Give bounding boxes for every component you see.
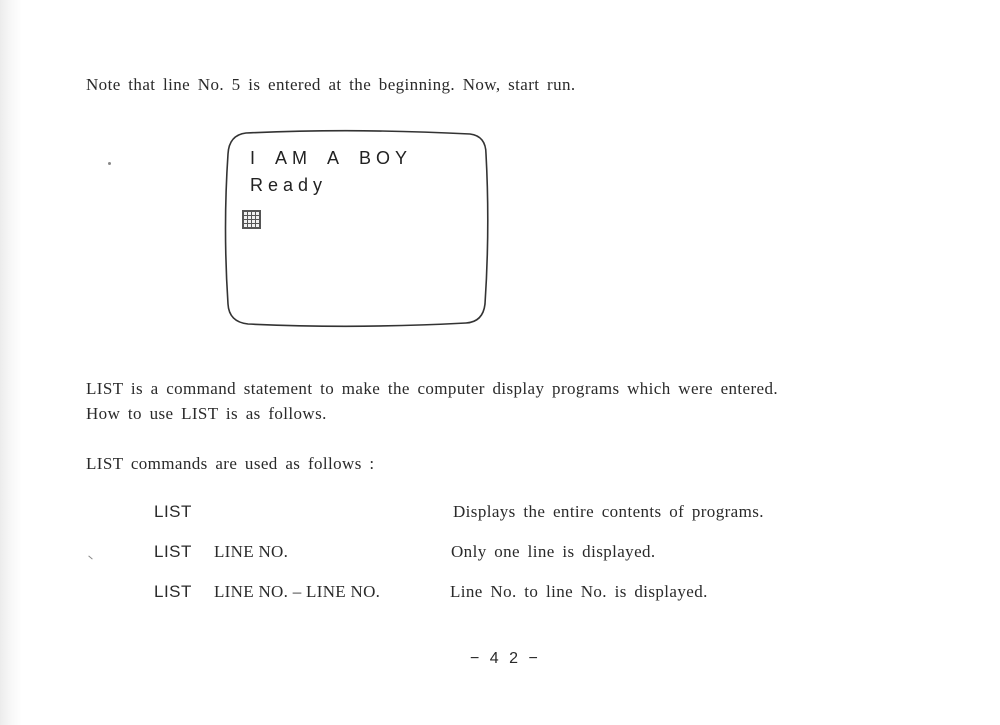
page-number: − 4 2 − xyxy=(470,650,541,667)
command-description: Line No. to line No. is displayed. xyxy=(450,582,708,601)
command-keyword: LIST xyxy=(154,502,192,521)
command-argument: LINE NO. xyxy=(214,542,289,561)
screen-output-line: I AM A BOY xyxy=(250,148,413,168)
paragraph-list-commands-intro: LIST commands are used as follows : xyxy=(86,454,375,473)
paragraph-list-description: LIST is a command statement to make the computer display programs which were entered. xyxy=(86,379,779,398)
command-description: Only one line is displayed. xyxy=(451,542,656,561)
paragraph-list-usage: How to use LIST is as follows. xyxy=(86,404,327,423)
command-description: Displays the entire contents of programs. xyxy=(453,502,764,521)
command-argument: LINE NO. – LINE NO. xyxy=(214,582,381,601)
crt-screen-illustration xyxy=(218,128,490,330)
block-cursor-icon xyxy=(242,210,261,229)
screen-ready-prompt: Ready xyxy=(250,175,328,195)
command-keyword: LIST xyxy=(154,542,192,561)
command-keyword: LIST xyxy=(154,582,192,601)
intro-text: Note that line No. 5 is entered at the beginning. Now, start run. xyxy=(86,75,576,94)
scan-speck xyxy=(108,162,111,165)
